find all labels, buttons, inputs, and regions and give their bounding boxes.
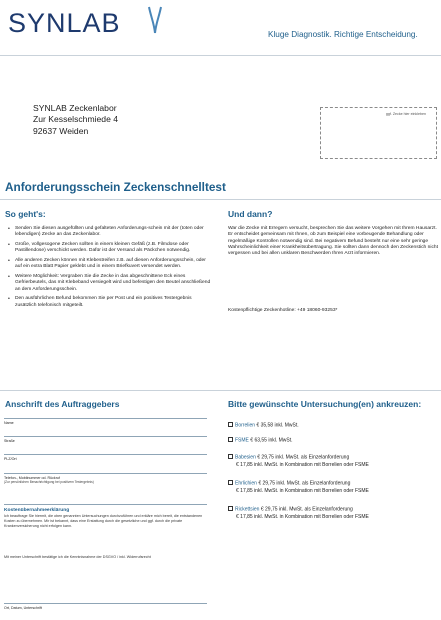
consent-text: Mit meiner Unterschrift bestätige ich die Kenntnisnahme der DSGVO / inkl. Widerrufsrecht [4, 555, 151, 559]
signature-field[interactable] [4, 603, 207, 610]
list-item: • Große, vollgesogene Zecken sollten in einem kleinen Gefäß (z.B. Filmdose oder Pastillendose) verschickt werden. Dafür ist der Versand als Päckchen notwendig. [6, 242, 211, 255]
checkbox[interactable] [228, 422, 233, 427]
how-it-works-list [6, 226, 211, 312]
street-field[interactable] [4, 436, 207, 443]
what-next-heading: Und dann? [228, 209, 273, 219]
list-item: • Den ausführlichen Befund bekommen Sie per Post und ein positives Testergebnis zusätzlich telefonisch mitgeteilt. [6, 296, 211, 309]
test-option-rickettsien[interactable]: Rickettsien € 29,75 inkl. MwSt. als Einzelanforderung € 17,85 inkl. MwSt. in Kombination mit Borrelien oder FSME [228, 506, 440, 522]
how-it-works-heading: So geht's: [5, 209, 46, 219]
street-label: Straße [4, 438, 15, 443]
checkbox[interactable] [228, 480, 233, 485]
lab-address [33, 103, 118, 137]
test-option-babesien[interactable]: Babesien € 29,75 inkl. MwSt. als Einzelanforderung € 17,85 inkl. MwSt. in Kombination mit Borrelien oder FSME [228, 454, 440, 470]
phone-field[interactable] [4, 473, 207, 484]
section-divider [0, 390, 441, 391]
phone-note: (Zur persönlichen Benachrichtigung bei positivem Testergebnis) [4, 479, 94, 484]
tagline: Kluge Diagnostik. Richtige Entscheidung. [268, 30, 418, 39]
checkbox[interactable] [228, 506, 233, 511]
list-item: • Senden Sie diesen ausgefüllten und gefalteten Anforderungs-schein mit der (toten oder lebendigen) Zecke an das Zeckenlabor. [6, 226, 211, 239]
checkbox[interactable] [228, 454, 233, 459]
synlab-logo-mark-icon [145, 5, 165, 35]
address-line-3: 92637 Weiden [33, 125, 89, 136]
cost-declaration [4, 504, 207, 529]
test-option-fsme[interactable]: FSME € 63,55 inkl. MwSt. [228, 437, 440, 445]
cost-heading: Kostenübernahmeerklärung [4, 507, 70, 513]
title-divider [0, 199, 441, 200]
synlab-logo: SYNLAB [8, 8, 121, 38]
city-field[interactable] [4, 454, 207, 461]
tests-heading: Bitte gewünschte Untersuchung(en) ankreuzen: [228, 399, 422, 409]
name-field[interactable] [4, 418, 207, 425]
list-item: • Weitere Möglichkeit: Vergraben Sie die Zecke in das abgeschnittene Eck eines Gefrierbeutels, das mit Klebeband versiegelt wird und befestigen den Beutel anschließend an dem Anforderungsschein. [6, 274, 211, 293]
address-line-2: Zur Kesselschmiede 4 [33, 114, 119, 125]
tick-attach-box[interactable] [320, 107, 437, 159]
test-option-borrelien[interactable]: Borrelien € 35,58 inkl. MwSt. [228, 422, 440, 430]
header-divider [0, 55, 441, 56]
client-address-heading: Anschrift des Auftraggebers [5, 399, 120, 409]
list-item: • Alle anderen Zecken können mit Klebestreifen z.B. auf diesen Anforderungsschein, oder auf ein extra Blatt Papier geklebt und in einem Briefkuvert versendet werden. [6, 258, 211, 271]
page-title: Anforderungsschein Zeckenschnelltest [5, 180, 226, 194]
address-line-1: SYNLAB Zeckenlabor [33, 103, 117, 113]
tick-attach-label: ggf. Zecke hier einkleben [385, 112, 426, 116]
test-option-ehrlichien[interactable]: Ehrlichien € 29,75 inkl. MwSt. als Einzelanforderung € 17,85 inkl. MwSt. in Kombination mit Borrelien oder FSME [228, 480, 440, 496]
checkbox[interactable] [228, 437, 233, 442]
hotline-text: Kostenpflichtige Zeckenhotline: +49 18060-93253* [228, 308, 338, 313]
cost-text: Ich beauftrage Sie hiermit, die oben genannten Untersuchungen durchzuführen und erkläre mich bereit, die entstandenen Kosten zu übernehmen. Mir ist bekannt, dass eine Erstattung durch die gesetzliche und ggf. durch die private Krankenversicherung nicht erfolgen kann. [4, 513, 203, 528]
phone-label: Telefon-, Mobilnummer od. Rückruf [4, 475, 60, 480]
signature-label: Ort, Datum, Unterschrift [4, 605, 42, 610]
what-next-text: War die Zecke mit Erregern versucht, besprechen Sie das weitere Vorgehen mit Ihrem Hausarzt. Er entscheidet gemeinsam mit Ihnen, ob zum Beispiel eine vorbeugende Behandlung oder regelmäßige Kontrollen notwendig sind. Bei negativem Befund besteht nur eine sehr geringe Wahrscheinlichkeit einer Krankheitsübertragung. Sie sollten dann dennoch den Zeckenstich nicht vergessen und bei allen unklaren Beschwerden Ihren Arzt informieren. [228, 226, 438, 257]
city-label: PLZ/Ort [4, 456, 17, 461]
name-label: Name [4, 420, 14, 425]
